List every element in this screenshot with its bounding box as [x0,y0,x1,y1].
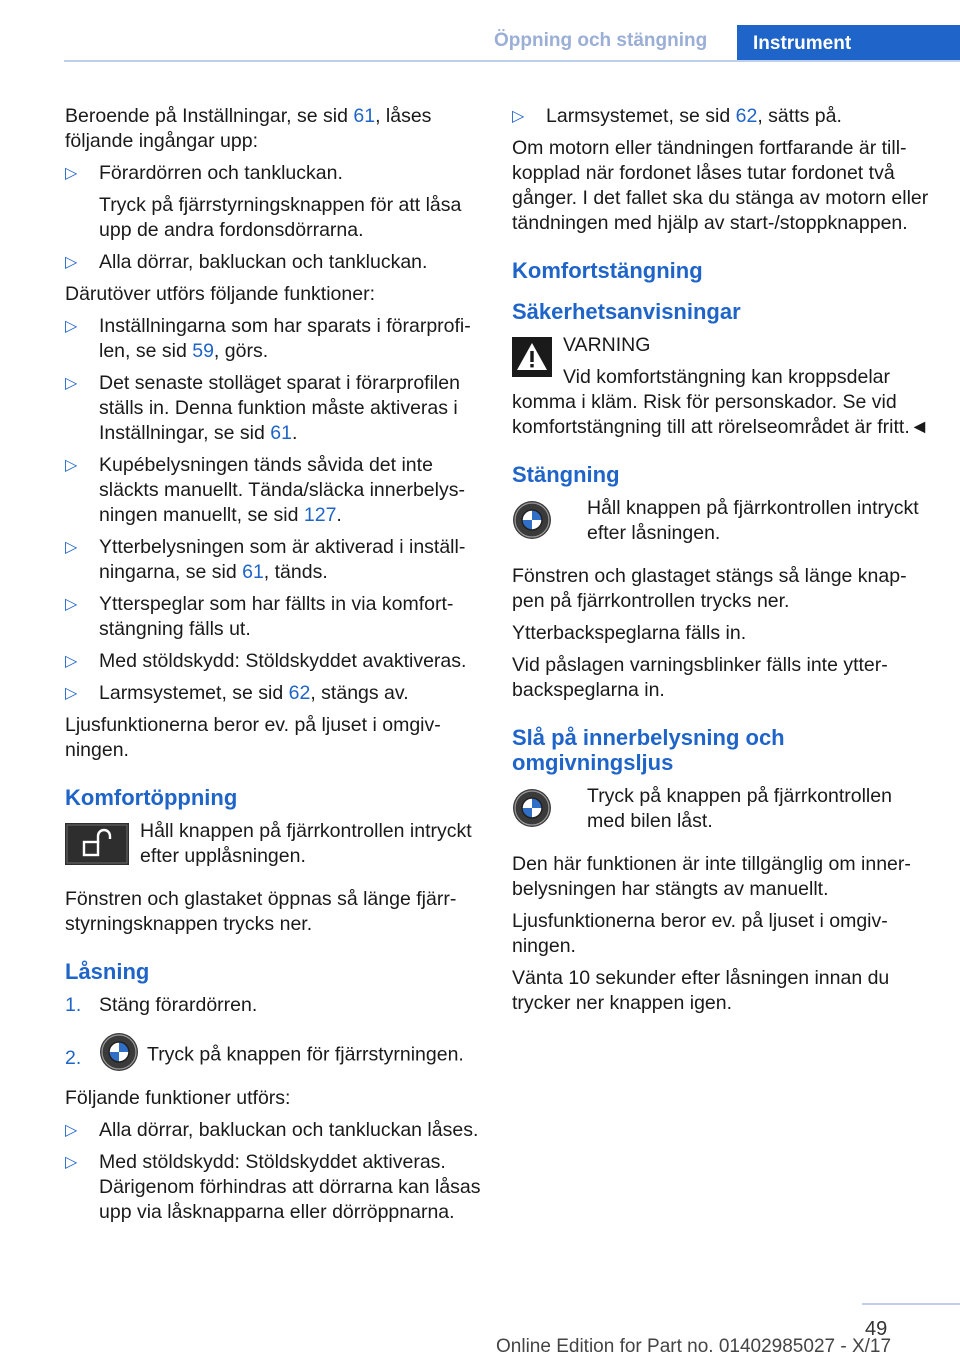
page-link[interactable]: 127 [303,504,337,526]
list-item: ▷ Alla dörrar, bakluckan och tankluckan låses. [65,1119,479,1141]
intro-text: Beroende på Inställningar, se sid 61, låses följande ingångar upp: [65,105,432,152]
bullet-icon: ▷ [65,457,78,474]
list-item: ▷ Ytterbelysningen som är aktiverad i inställningarna, se sid 61, tänds. [65,536,466,583]
warning-title: VARNING [563,334,651,356]
close-windows-text: Fönstren och glastaget stängs så länge knappen på fjärrkontrollen trycks ner. [512,565,907,612]
list-item: ▷ Larmsystemet, se sid 62, stängs av. [65,682,409,704]
hazard-text: Vid påslagen varningsblinker fälls inte ytterbackspeglarna in. [512,654,888,701]
list-item: ▷ Det senaste stolläget sparat i förarprofilen ställs in. Denna funktion måste aktiveras i Inställningar, se sid 61. [65,372,460,444]
motor-note: Om motorn eller tändningen fortfarande är tillkopplad när fordonet låses tutar fordonet två gånger. I det fallet ska du stänga av motorn eller tändningen med hjälp av start-/stoppknappen. [512,137,929,234]
mirrors-text: Ytterbackspeglarna fälls in. [512,622,747,644]
header-divider [64,60,960,62]
list-item: ▷ Ytterspeglar som har fällts in via komfortstängning fälls ut. [65,593,454,640]
list-item: ▷ Alla dörrar, bakluckan och tankluckan. [65,251,428,273]
bmw-key-icon [512,500,552,547]
header-tab-instrument[interactable]: Instrument [737,25,960,61]
warning-text: komma i kläm. Risk för personskador. Se vid komfortstängning till att rörelseområdet är fritt.◄ [512,391,930,438]
page-link[interactable]: 61 [242,561,264,583]
functions-done: Följande funktioner utförs: [65,1087,291,1109]
unlock-button-icon [65,823,129,872]
wait-text: Vänta 10 sekunder efter låsningen innan du trycker ner knappen igen. [512,967,890,1014]
page-link[interactable]: 62 [288,682,311,704]
light-note: Ljusfunktionerna beror ev. på ljuset i omgivningen. [65,714,441,761]
unlock-instruction: Håll knappen på fjärrkontrollen intryckt efter upplåsningen. [65,819,485,869]
heading-lasning: Låsning [65,959,150,984]
list-item: ▷ Med stöldskydd: Stöldskyddet aktiveras. Därigenom förhindras att dörrarna kan låsas upp via låsknapparna eller dörröppnarna. [65,1151,481,1223]
footer-divider [862,1303,960,1305]
warning-text-first-line: Vid komfortstängning kan kroppsdelar [563,366,890,388]
list-item: ▷ Med stöldskydd: Stöldskyddet avaktiveras. [65,650,467,672]
heading-stangning: Stängning [512,462,620,487]
close-instruction: Håll knappen på fjärrkontrollen intryckt efter låsningen. [512,496,932,546]
bullet-icon: ▷ [65,1154,78,1171]
heading-innerbelysning: Slå på innerbelysning och omgivningsljus [512,725,785,775]
heading-sakerhetsanvisningar: Säkerhetsanvisningar [512,299,741,324]
bmw-key-icon [99,1032,139,1079]
page-link[interactable]: 61 [270,422,292,444]
bullet-icon: ▷ [65,254,78,271]
footer-edition: Online Edition for Part no. 01402985027 - X/17 [496,1336,892,1357]
warning-block [512,333,932,440]
left-column [65,104,485,1232]
bullet-icon: ▷ [65,165,78,182]
header-section-link[interactable]: Öppning och stängning [494,30,708,51]
bullet-icon: ▷ [65,685,78,702]
heading-komfortoppning: Komfortöppning [65,785,238,810]
step-item: 1. Stäng förardörren. [65,994,258,1016]
heading-komfortstangning: Komfortstängning [512,258,703,283]
bullet-icon: ▷ [65,596,78,613]
bullet-icon: ▷ [65,1122,78,1139]
list-item: ▷ Larmsystemet, se sid 62, sätts på. [512,105,842,127]
list-item: ▷ Förardörren och tankluckan. [65,162,343,184]
bullet-icon: ▷ [65,653,78,670]
light-note: Ljusfunktionerna beror ev. på ljuset i omgivningen. [512,910,888,957]
bullet-icon: ▷ [65,539,78,556]
bmw-key-icon [512,788,552,835]
page-link[interactable]: 59 [192,340,214,362]
interior-na-text: Den här funktionen är inte tillgänglig om innerbelysningen har stängts av manuellt. [512,853,911,900]
right-column [512,104,932,1023]
interior-instruction: Tryck på knappen på fjärrkontrollen med bilen låst. [512,784,932,834]
page-number: 49 [865,1318,888,1340]
bullet-icon: ▷ [65,375,78,392]
page-link[interactable]: 62 [735,105,758,127]
step-item: 2. Tryck på knappen för fjärrstyrningen. [65,1032,485,1079]
bullet-icon: ▷ [512,108,525,125]
bullet-icon: ▷ [65,318,78,335]
warning-icon [512,337,552,384]
functions-intro: Därutöver utförs följande funktioner: [65,283,376,305]
list-item: ▷ Inställningarna som har sparats i förarprofilen, se sid 59, görs. [65,315,471,362]
open-windows-text: Fönstren och glastaket öppnas så länge fjärrstyrningsknappen trycks ner. [65,888,457,935]
page-link[interactable]: 61 [353,105,376,127]
list-subtext: Tryck på fjärrstyrningsknappen för att låsa upp de andra fordonsdörrarna. [99,194,462,241]
list-item: ▷ Kupébelysningen tänds såvida det inte släckts manuellt. Tända/släcka innerbelysningen manuellt, se sid 127. [65,454,465,526]
